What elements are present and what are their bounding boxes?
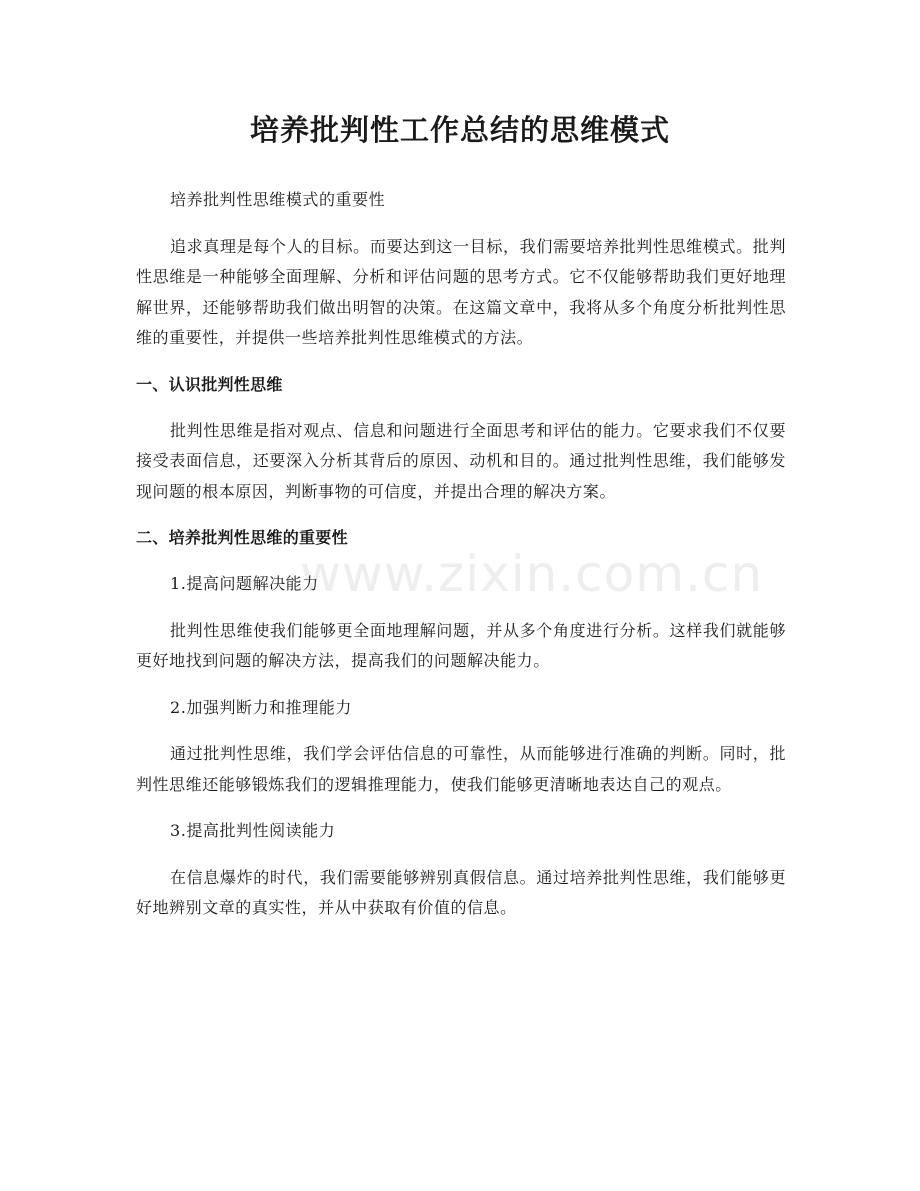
section-1-paragraph: 批判性思维是指对观点、信息和问题进行全面思考和评估的能力。它要求我们不仅要接受表面信息，还要深入分析其背后的原因、动机和目的。通过批判性思维，我们能够发现问题的根本原因，判断事物的可信度，并提出合理的解决方案。 <box>136 420 786 501</box>
intro-paragraph: 追求真理是每个人的目标。而要达到这一目标，我们需要培养批判性思维模式。批判性思维是一种能够全面理解、分析和评估问题的思考方式。它不仅能够帮助我们更好地理解世界，还能够帮助我们做出明智的决策。在这篇文章中，我将从多个角度分析批判性思维的重要性，并提供一些培养批判性思维模式的方法。 <box>136 236 786 347</box>
section-heading-1: 一、认识批判性思维 <box>136 374 283 394</box>
section-heading-2: 二、培养批判性思维的重要性 <box>136 528 348 547</box>
subsection-heading-2: 2.加强判断力和推理能力 <box>170 697 352 717</box>
document-body <box>136 185 786 940</box>
document-title: 培养批判性工作总结的思维模式 <box>249 113 670 147</box>
subsection-paragraph-3: 在信息爆炸的时代，我们需要能够辨别真假信息。通过培养批判性思维，我们能够更好地辨别文章的真实性，并从中获取有价值的信息。 <box>136 867 786 917</box>
watermark: www.zixin.com.cn <box>300 545 764 603</box>
subsection-paragraph-2: 通过批判性思维，我们学会评估信息的可靠性，从而能够进行准确的判断。同时，批判性思维还能够锻炼我们的逻辑推理能力，使我们能够更清晰地表达自己的观点。 <box>136 744 786 794</box>
subsection-paragraph-1: 批判性思维使我们能够更全面地理解问题，并从多个角度进行分析。这样我们就能够更好地找到问题的解决方法，提高我们的问题解决能力。 <box>136 620 786 670</box>
subsection-heading-1: 1.提高问题解决能力 <box>170 574 319 593</box>
document-subtitle: 培养批判性思维模式的重要性 <box>170 190 386 209</box>
subsection-heading-3: 3.提高批判性阅读能力 <box>170 821 336 840</box>
